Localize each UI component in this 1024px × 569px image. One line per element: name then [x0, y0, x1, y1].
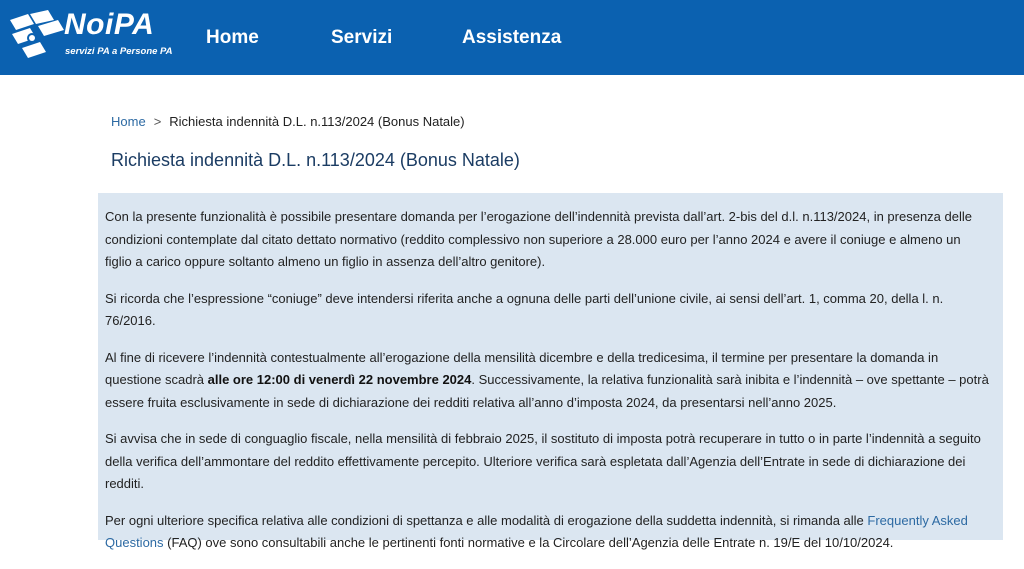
- brand-tagline: servizi PA a Persone PA: [65, 46, 173, 57]
- faq-link[interactable]: Frequently Asked Questions: [105, 512, 968, 550]
- faq-text-start: Per ogni ulteriore specifica relativa alle condizioni di spettanza e alle modalità di erogazione della suddetta indennità, si rimanda alle: [105, 512, 868, 528]
- nav-servizi[interactable]: Servizi: [331, 26, 393, 48]
- noipa-logo-mark-icon: [8, 10, 68, 66]
- breadcrumb-separator: >: [153, 114, 162, 129]
- top-navigation-bar: [0, 0, 1024, 75]
- deadline-date: alle ore 12:00 di venerdì 22 novembre 2024: [207, 372, 472, 387]
- breadcrumb: [111, 114, 465, 129]
- paragraph-civil-union: Si ricorda che l’espressione “coniuge” deve intendersi riferita anche a ognuna delle parti dell’unione civile, ai sensi dell’art. 1, comma 20, della l. n. 76/2016.: [105, 290, 944, 328]
- brand-name: NoiPA: [64, 8, 155, 41]
- paragraph-faq: [105, 510, 990, 555]
- deadline-text-end: . Successivamente, la relativa funzionalità sarà inibita e l’indennità – ove spettante – potrà essere fruita esclusivamente in sede di dichiarazione dei redditi relativa all’anno d’imposta 2024, da presentarsi nell’anno 2025.: [105, 372, 989, 410]
- paragraph-eligibility: Con la presente funzionalità è possibile presentare domanda per l’erogazione dell’indennità prevista dall’art. 2-bis del d.l. n.113/2024, in presenza delle condizioni contemplate dal citato dettato normativo (reddito complessivo non superiore a 28.000 euro per l’anno 2024 e avere il coniuge e almeno un figlio a carico oppure soltanto almeno un figlio in assenza dell’altro genitore).: [105, 209, 972, 269]
- deadline-text-start: Al fine di ricevere l’indennità contestualmente all’erogazione della mensilità dicembre e della tredicesima, il termine per presentare la domanda in questione scadrà: [105, 349, 939, 387]
- faq-text-end: (FAQ) ove sono consultabili anche le pertinenti fonti normative e la Circolare dell’Agenzia delle Entrate n. 19/E del 10/10/2024.: [163, 535, 894, 550]
- breadcrumb-home-link[interactable]: Home: [111, 114, 146, 129]
- paragraph-deadline: [105, 347, 990, 415]
- breadcrumb-current: Richiesta indennità D.L. n.113/2024 (Bonus Natale): [169, 114, 465, 129]
- noipa-logo[interactable]: [8, 10, 178, 66]
- info-panel: [98, 193, 1003, 550]
- page-title: Richiesta indennità D.L. n.113/2024 (Bonus Natale): [111, 150, 520, 170]
- paragraph-fiscal-adjustment: Si avvisa che in sede di conguaglio fiscale, nella mensilità di febbraio 2025, il sostituto di imposta potrà recuperare in tutto o in parte l’indennità a seguito della verifica dell’ammontare del reddito effettivamente percepito. Ulteriore verifica sarà espletata dall’Agenzia dell’Entrate in sede di dichiarazione dei redditi.: [105, 431, 981, 491]
- nav-home[interactable]: Home: [206, 26, 259, 48]
- nav-assistenza[interactable]: Assistenza: [462, 26, 562, 48]
- info-panel-text: [105, 206, 990, 569]
